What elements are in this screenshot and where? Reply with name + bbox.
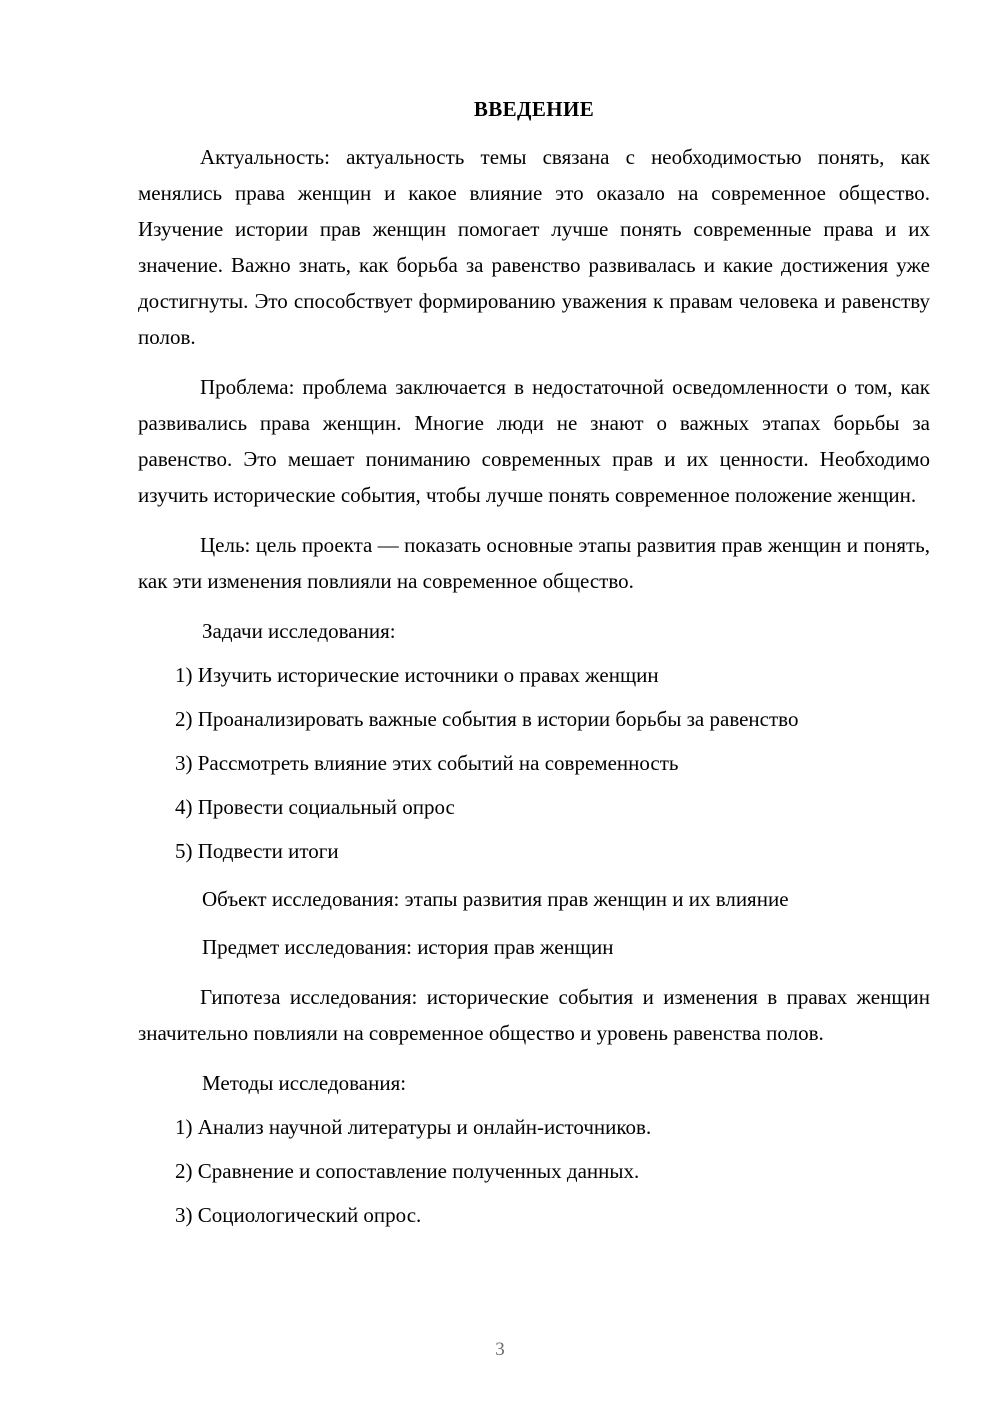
tasks-list: [138, 649, 930, 869]
paragraph-object: Объект исследования: этапы развития прав женщин и их влияние: [202, 887, 789, 912]
paragraph-goal: Цель: цель проекта — показать основные этапы развития прав женщин и понять, как эти изменения повлияли на современное общество.: [138, 533, 930, 594]
list-item: 1) Изучить исторические источники о правах женщин: [175, 663, 659, 688]
paragraph-relevance: Актуальность: актуальность темы связана с необходимостью понять, как менялись права женщин и какое влияние это оказало на современное общество. Изучение истории прав женщин помогает лучше понять современные права и их значение. Важно знать, как борьба за равенство развивалась и какие достижения уже достигнуты. Это способствует формированию уважения к правам человека и равенству полов.: [138, 145, 930, 350]
list-item: 3) Социологический опрос.: [175, 1203, 422, 1228]
list-item: 4) Провести социальный опрос: [175, 795, 455, 820]
page-content: [138, 0, 930, 1233]
page-title: ВВЕДЕНИЕ: [473, 97, 595, 121]
heading-methods: Методы исследования:: [202, 1071, 407, 1096]
page-number: 3: [495, 1339, 505, 1360]
paragraph-problem: Проблема: проблема заключается в недостаточной осведомленности о том, как развивались права женщин. Многие люди не знают о важных этапах борьбы за равенство. Это мешает пониманию современных прав и их ценности. Необходимо изучить исторические события, чтобы лучше понять современное положение женщин.: [138, 375, 930, 508]
list-item: 3) Рассмотреть влияние этих событий на современность: [175, 751, 679, 776]
list-item: 1) Анализ научной литературы и онлайн-источников.: [175, 1115, 652, 1140]
heading-tasks: Задачи исследования:: [202, 619, 396, 644]
methods-list: [138, 1101, 930, 1233]
list-item: 2) Проанализировать важные события в истории борьбы за равенство: [175, 707, 799, 732]
paragraph-hypothesis: Гипотеза исследования: исторические события и изменения в правах женщин значительно повлияли на современное общество и уровень равенства полов.: [138, 985, 930, 1046]
paragraph-subject: Предмет исследования: история прав женщин: [202, 935, 614, 960]
list-item: 2) Сравнение и сопоставление полученных данных.: [175, 1159, 640, 1184]
list-item: 5) Подвести итоги: [175, 839, 339, 864]
